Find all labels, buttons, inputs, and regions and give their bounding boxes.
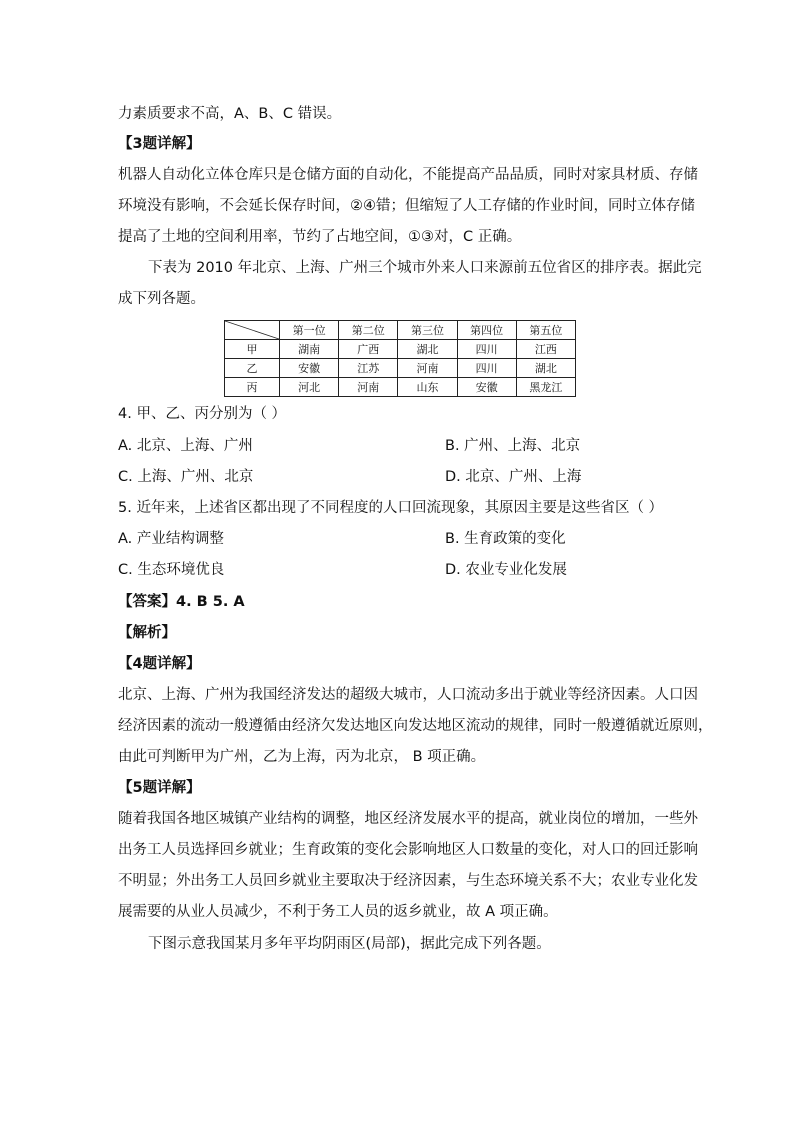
text-line: 不明显；外出务工人员回乡就业主要取决于经济因素，与生态环境关系不大；农业专业化发 (118, 873, 698, 889)
table-row (225, 378, 576, 397)
ranking-table (224, 320, 576, 397)
table-header: 第五位 (516, 321, 575, 340)
table-cell: 黑龙江 (516, 378, 575, 397)
text-line: 展需要的从业人员减少，不利于务工人员的返乡就业，故 A 项正确。 (118, 904, 558, 920)
text-line: 机器人自动化立体仓库只是仓储方面的自动化，不能提高产品品质，同时对家具材质、存储 (118, 167, 698, 183)
option-5c: C. 生态环境优良 (118, 562, 225, 578)
diagonal-line-icon (225, 321, 279, 339)
text-line: 提高了土地的空间利用率，节约了占地空间，①③对，C 正确。 (118, 229, 522, 245)
option-5a: A. 产业结构调整 (118, 531, 224, 547)
table-header-row (225, 321, 576, 340)
option-5b: B. 生育政策的变化 (445, 531, 566, 547)
table-header: 第三位 (398, 321, 457, 340)
intro-line: 下图示意我国某月多年平均阴雨区(局部)，据此完成下列各题。 (148, 936, 551, 952)
text-line: 经济因素的流动一般遵循由经济欠发达地区向发达地区流动的规律，同时一般遵循就近原则， (118, 718, 713, 734)
table-cell: 湖北 (516, 359, 575, 378)
table-cell: 湖北 (398, 340, 457, 359)
option-5d: D. 农业专业化发展 (445, 562, 567, 578)
section-heading-4: 【4题详解】 (118, 656, 201, 672)
text-line: 环境没有影响，不会延长保存时间，②④错；但缩短了人工存储的作业时间，同时立体存储 (118, 198, 695, 214)
table-row (225, 340, 576, 359)
table-row (225, 359, 576, 378)
table-cell: 江苏 (339, 359, 398, 378)
option-4d: D. 北京、广州、上海 (445, 469, 582, 485)
option-4b: B. 广州、上海、北京 (445, 438, 581, 454)
row-label: 丙 (225, 378, 280, 397)
text-line: 北京、上海、广州为我国经济发达的超级大城市，人口流动多出于就业等经济因素。人口因 (118, 687, 698, 703)
section-heading-3: 【3题详解】 (118, 136, 201, 152)
table-cell: 江西 (516, 340, 575, 359)
table-cell: 湖南 (280, 340, 339, 359)
section-heading-5: 【5题详解】 (118, 780, 201, 796)
table-header: 第二位 (339, 321, 398, 340)
table-cell: 河南 (398, 359, 457, 378)
table-cell: 河南 (339, 378, 398, 397)
option-4c: C. 上海、广州、北京 (118, 469, 254, 485)
table-cell: 安徽 (457, 378, 516, 397)
text-line: 力素质要求不高，A、B、C 错误。 (118, 106, 342, 122)
table-cell: 山东 (398, 378, 457, 397)
table-cell: 四川 (457, 340, 516, 359)
text-line: 随着我国各地区城镇产业结构的调整，地区经济发展水平的提高，就业岗位的增加，一些外 (118, 811, 698, 827)
table-cell: 广西 (339, 340, 398, 359)
question-5: 5. 近年来，上述省区都出现了不同程度的人口回流现象，其原因主要是这些省区（ ） (118, 500, 664, 516)
intro-line: 成下列各题。 (118, 291, 205, 307)
table-header: 第一位 (280, 321, 339, 340)
table-corner-cell (225, 321, 280, 340)
table-cell: 四川 (457, 359, 516, 378)
option-4a: A. 北京、上海、广州 (118, 438, 253, 454)
row-label: 乙 (225, 359, 280, 378)
row-label: 甲 (225, 340, 280, 359)
table-cell: 安徽 (280, 359, 339, 378)
table-header: 第四位 (457, 321, 516, 340)
table-cell: 河北 (280, 378, 339, 397)
question-4: 4. 甲、乙、丙分别为（ ） (118, 406, 287, 422)
text-line: 出务工人员选择回乡就业；生育政策的变化会影响地区人口数量的变化，对人口的回迁影响 (118, 842, 698, 858)
intro-line: 下表为 2010 年北京、上海、广州三个城市外来人口来源前五位省区的排序表。据此完 (148, 260, 702, 276)
text-line: 由此可判断甲为广州，乙为上海，丙为北京， B 项正确。 (118, 749, 486, 765)
answer-line: 【答案】4. B 5. A (118, 594, 245, 610)
analysis-heading: 【解析】 (118, 625, 176, 641)
